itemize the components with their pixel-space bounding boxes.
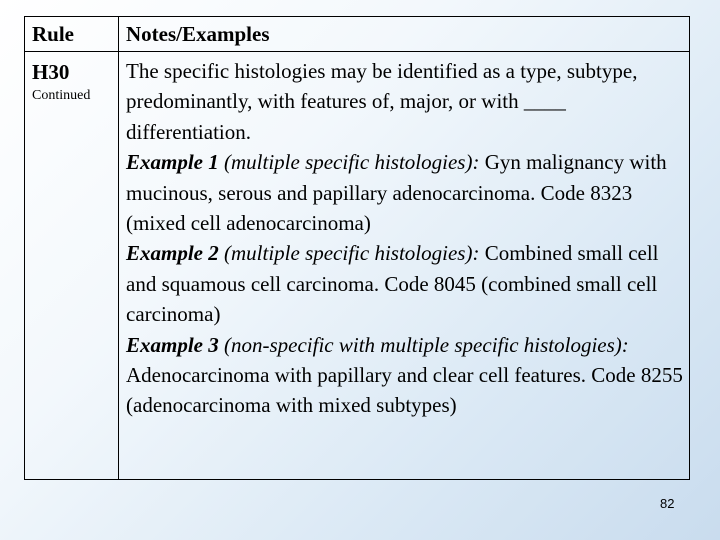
example-3-label: Example 3 <box>126 332 219 357</box>
example-1 <box>126 147 685 238</box>
example-2 <box>126 238 685 329</box>
header-notes-cell <box>119 17 690 52</box>
rule-id: H30 <box>32 60 70 84</box>
table-header-row <box>25 17 690 52</box>
rule-cell <box>25 52 119 480</box>
example-1-text: Gyn malignancy with mucinous, serous and papillary adenocarcinoma. Code 8323 (mixed cell adenocarcinoma) <box>126 150 667 236</box>
table-row <box>25 52 690 480</box>
example-3-qualifier: (non-specific with multiple specific histologies): <box>218 332 629 357</box>
example-2-qualifier: (multiple specific histologies): <box>218 241 480 266</box>
header-rule: Rule <box>32 22 74 46</box>
example-1-qualifier: (multiple specific histologies): <box>218 150 480 175</box>
example-2-label: Example 2 <box>126 241 219 266</box>
example-1-label: Example 1 <box>126 150 219 175</box>
example-3 <box>126 330 685 421</box>
rule-continued: Continued <box>32 88 91 103</box>
example-3-text: Adenocarcinoma with papillary and clear cell features. Code 8255 (adenocarcinoma with mixed subtypes) <box>126 363 683 418</box>
header-notes: Notes/Examples <box>126 22 270 46</box>
notes-intro: The specific histologies may be identified as a type, subtype, predominantly, with features of, major, or with ____ differentiation. <box>126 59 638 144</box>
example-2-text: Combined small cell and squamous cell carcinoma. Code 8045 (combined small cell carcinoma) <box>126 241 659 327</box>
rules-table <box>24 16 690 480</box>
header-rule-cell <box>25 17 119 52</box>
page-number: 82 <box>660 496 675 511</box>
notes-cell <box>119 52 690 480</box>
